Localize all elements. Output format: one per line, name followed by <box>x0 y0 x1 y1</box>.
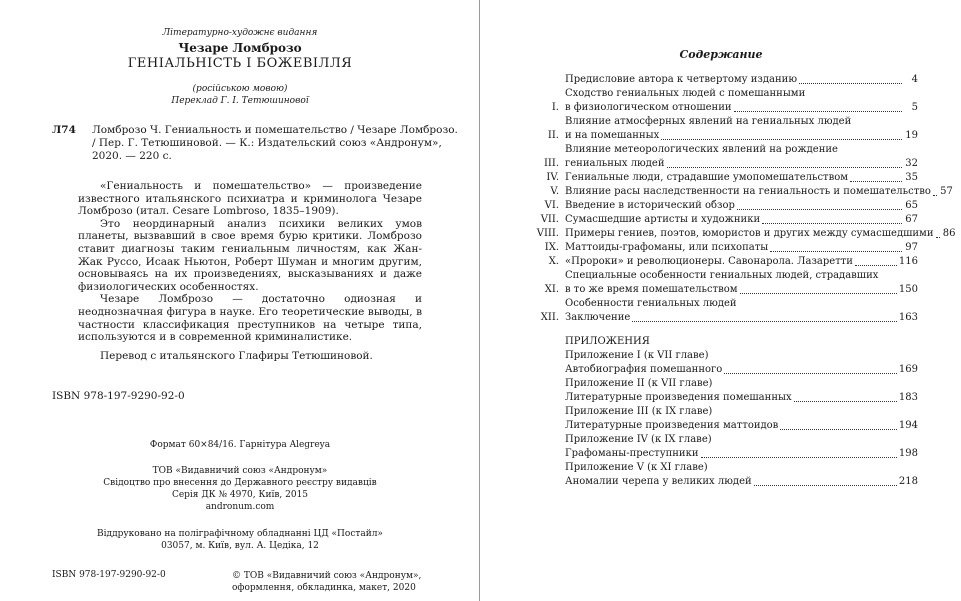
toc-entry[interactable] <box>533 227 956 241</box>
toc-entry[interactable] <box>533 213 918 227</box>
toc-appendix-list <box>533 349 918 489</box>
appendix-heading-line <box>565 461 918 475</box>
toc-entry-text <box>565 73 918 87</box>
toc-entry-line <box>565 87 918 101</box>
appendix-heading: Приложение IV (к IX главе) <box>565 434 712 445</box>
toc-entry-number: VI. <box>544 200 559 211</box>
appendix-item-title: Аномалии черепа у великих людей <box>565 476 752 487</box>
toc-entry-title: гениальных людей <box>565 158 665 169</box>
toc-entry-text <box>565 143 918 171</box>
appendix-heading: Приложение II (к VII главе) <box>565 378 713 389</box>
catalog-line: Ломброзо Ч. Гениальность и помешательство / Чезаре Ломброзо. <box>92 124 458 136</box>
toc-entry-line <box>565 269 918 283</box>
toc-entry[interactable] <box>533 241 918 255</box>
toc-entry-title: в то же время помешательством <box>565 284 738 295</box>
book-title: ГЕНІАЛЬНІСТЬ І БОЖЕВІЛЛЯ <box>127 56 353 71</box>
toc-entry-page: 116 <box>898 256 918 267</box>
isbn: ISBN 978-197-9290-92-0 <box>52 390 185 402</box>
toc-entry-number: VIII. <box>536 228 559 239</box>
toc-entry-title: Гениальные люди, страдавшие умопомешательством <box>565 172 849 183</box>
toc-entry-title: Примеры гениев, поэтов, юмористов и других между сумасшедшими <box>565 228 934 239</box>
publisher-line: Серія ДК № 4970, Київ, 2015 <box>171 490 309 500</box>
publisher-line: ТОВ «Видавничий союз «Андронум» <box>152 466 328 476</box>
appendix-entry-text <box>565 377 918 405</box>
toc-entry-text <box>565 227 956 241</box>
publisher-line: Свідоцтво про внесення до Державного реєстру видавців <box>103 478 377 488</box>
toc-leader-dots <box>740 293 897 294</box>
toc-entry-line <box>565 283 918 297</box>
toc-entry-number: III. <box>543 158 559 169</box>
toc-entry-title: Влияние расы наследственности на гениальность и помешательство <box>565 186 931 197</box>
annotation-paragraph: Чезаре Ломброзо — достаточно одиозная и неоднозначная фигура в науке. Его теоретические выводы, в частности классификация преступников на четыре типа, используются и в современной криминалистике. <box>78 293 422 344</box>
appendix-heading-line <box>565 433 918 447</box>
appendix-item-line <box>565 363 918 377</box>
catalog-entry <box>92 124 458 163</box>
toc-entry-line <box>565 157 918 171</box>
appendix-item-line <box>565 475 918 489</box>
toc-entry-text <box>565 255 918 269</box>
format-line: Формат 60×84/16. Гарнітура Alegreya <box>149 440 331 450</box>
catalog-code: Л74 <box>52 124 76 136</box>
appendix-entry-text <box>565 461 918 489</box>
translator-note: Переклад Г. І. Тетюшинової <box>171 96 309 106</box>
toc-leader-dots <box>632 321 897 322</box>
annotation-paragraph: Это неординарный анализ психики великих умов планеты, вызвавший в свое время бурю критики. Ломброзо ставит диагнозы таким гениальным личностям, как Жан-Жак Руссо, Исаак Ньютон, Роберт Шуман и многим другим, основываясь на их произведениях, высказываниях и даже физиологических особенностях. <box>78 217 422 293</box>
toc-entry-number: VII. <box>540 214 559 225</box>
appendix-entry[interactable] <box>533 405 918 433</box>
appendix-heading-line <box>565 349 918 363</box>
toc-entry-line <box>565 73 918 87</box>
appendix-entry[interactable] <box>533 349 918 377</box>
toc-leader-dots <box>799 83 902 84</box>
toc-entry-page: 4 <box>911 74 918 85</box>
toc-leader-dots <box>762 223 902 224</box>
toc-entry-line <box>565 241 918 255</box>
appendix-heading: Приложение III (к IX главе) <box>565 406 713 417</box>
appendix-item-title: Автобиография помешанного <box>565 364 723 375</box>
print-block <box>0 528 480 552</box>
toc-entry-number: XI. <box>544 284 559 295</box>
toc-entry[interactable] <box>533 269 918 297</box>
publisher-line: andronum.com <box>205 502 275 512</box>
toc-entry-page: 163 <box>898 312 918 323</box>
toc-leader-dots <box>770 251 902 252</box>
table-of-contents <box>533 73 956 489</box>
toc-entry-line <box>565 129 918 143</box>
toc-title: Содержание <box>679 48 763 61</box>
appendix-entry-text <box>565 349 918 377</box>
toc-entry-title: Особенности гениальных людей <box>565 298 737 309</box>
appendix-item-page: 169 <box>898 364 918 375</box>
copyright-line: оформлення, обкладинка, макет, 2020 <box>232 583 416 593</box>
toc-entry-line <box>565 115 918 129</box>
toc-entry-page: 19 <box>905 130 918 141</box>
toc-entry-line <box>565 101 918 115</box>
toc-entry-page: 67 <box>905 214 918 225</box>
series-label: Літературно-художнє видання <box>162 28 318 38</box>
appendix-entry[interactable] <box>533 433 918 461</box>
toc-entry-title: Заключение <box>565 312 631 323</box>
toc-entry-page: 97 <box>905 242 918 253</box>
toc-entry-line <box>565 213 918 227</box>
toc-entry-title: Специальные особенности гениальных людей, страдавших <box>565 270 879 281</box>
toc-leader-dots <box>794 401 897 402</box>
appendix-item-line <box>565 447 918 461</box>
toc-entry-title: Введение в исторический обзор <box>565 200 735 211</box>
print-line: Віддруковано на поліграфічному обладнанні ЦД «Постайл» <box>97 529 383 539</box>
appendix-entry-text <box>565 433 918 461</box>
toc-entry-title: Маттоиды-графоманы, или психопаты <box>565 242 769 253</box>
toc-entry-line <box>565 143 918 157</box>
toc-entry-title: Сходство гениальных людей с помешанными <box>565 88 806 99</box>
appendix-item-title: Графоманы-преступники <box>565 448 699 459</box>
annotation-paragraph: Перевод с итальянского Глафиры Тетюшиновой. <box>100 349 373 362</box>
toc-main-list <box>533 73 956 325</box>
appendix-entry[interactable] <box>533 377 918 405</box>
toc-leader-dots <box>780 429 897 430</box>
toc-entry-page: 35 <box>905 172 918 183</box>
bottom-isbn: ISBN 978-197-9290-92-0 <box>52 570 166 580</box>
toc-entry-page: 32 <box>905 158 918 169</box>
toc-entry-page: 5 <box>911 102 918 113</box>
catalog-line: 2020. — 220 с. <box>92 150 172 162</box>
toc-leader-dots <box>936 237 940 238</box>
annotation <box>78 180 422 362</box>
copyright-block <box>232 570 421 594</box>
toc-entry-text <box>565 213 918 227</box>
language-note: (російською мовою) <box>192 84 288 94</box>
catalog-line: / Пер. Г. Тетюшиновой. — К.: Издательский союз «Андронум», <box>92 137 442 149</box>
toc-entry-title: и на помешанных <box>565 130 660 141</box>
toc-entry-text <box>565 115 918 143</box>
toc-entry-number: X. <box>548 256 559 267</box>
toc-entry-text <box>565 199 918 213</box>
toc-entry-text <box>565 87 918 115</box>
author-name: Чезаре Ломброзо <box>178 41 302 55</box>
toc-entry-number: IX. <box>544 242 559 253</box>
toc-entry[interactable] <box>533 171 918 185</box>
appendix-entry-text <box>565 405 918 433</box>
toc-leader-dots <box>933 195 937 196</box>
toc-entry[interactable] <box>533 115 918 143</box>
publisher-block <box>0 465 480 513</box>
appendix-item-line <box>565 419 918 433</box>
appendix-heading: Приложение V (к XI главе) <box>565 462 708 473</box>
toc-leader-dots <box>754 485 897 486</box>
toc-entry[interactable] <box>533 255 918 269</box>
toc-entry[interactable] <box>533 73 918 87</box>
toc-entry[interactable] <box>533 297 918 325</box>
appendix-heading: Приложение I (к VII главе) <box>565 350 709 361</box>
toc-entry[interactable] <box>533 87 918 115</box>
toc-entry-number: II. <box>547 130 559 141</box>
left-page <box>0 0 480 601</box>
toc-leader-dots <box>724 373 897 374</box>
appendix-heading-line <box>565 405 918 419</box>
appendix-item-page: 183 <box>898 392 918 403</box>
toc-entry-page: 57 <box>940 186 953 197</box>
toc-leader-dots <box>850 181 902 182</box>
right-page <box>481 0 961 601</box>
toc-entry-page: 86 <box>942 228 956 239</box>
appendix-title: ПРИЛОЖЕНИЯ <box>565 336 650 347</box>
toc-entry-number: I. <box>551 102 559 113</box>
toc-entry-title: в физиологическом отношении <box>565 102 732 113</box>
appendix-entry[interactable] <box>533 461 918 489</box>
toc-entry-text <box>565 241 918 255</box>
toc-entry-number: IV. <box>546 172 559 183</box>
toc-entry[interactable] <box>533 143 918 171</box>
toc-entry[interactable] <box>533 199 918 213</box>
toc-entry-title: Влияние метеорологических явлений на рождение <box>565 144 838 155</box>
toc-entry-text <box>565 171 918 185</box>
toc-entry-line <box>565 171 918 185</box>
copyright-line: © ТОВ «Видавничий союз «Андронум», <box>232 571 422 581</box>
toc-entry-title: Влияние атмосферных явлений на гениальных людей <box>565 116 852 127</box>
toc-entry-title: «Пророки» и революционеры. Савонарола. Лазаретти <box>565 256 853 267</box>
toc-leader-dots <box>667 167 903 168</box>
toc-entry-page: 65 <box>905 200 918 211</box>
appendix-item-page: 198 <box>898 448 918 459</box>
toc-entry-text <box>565 185 953 199</box>
toc-entry-line <box>565 185 953 199</box>
toc-entry-number: V. <box>550 186 559 197</box>
toc-entry-line <box>565 227 956 241</box>
toc-leader-dots <box>855 265 897 266</box>
toc-entry-page: 150 <box>898 284 918 295</box>
toc-entry-title: Предисловие автора к четвертому изданию <box>565 74 798 85</box>
appendix-item-title: Литературные произведения маттоидов <box>565 420 779 431</box>
toc-leader-dots <box>737 209 902 210</box>
toc-entry-title: Сумасшедшие артисты и художники <box>565 214 761 225</box>
appendix-item-title: Литературные произведения помешанных <box>565 392 792 403</box>
print-line: 03057, м. Київ, вул. А. Цедіка, 12 <box>161 541 319 551</box>
toc-entry-line <box>565 199 918 213</box>
toc-entry-line <box>565 255 918 269</box>
toc-leader-dots <box>701 457 897 458</box>
toc-entry-line <box>565 297 918 311</box>
appendix-item-line <box>565 391 918 405</box>
appendix-item-page: 218 <box>898 476 918 487</box>
toc-entry-text <box>565 297 918 325</box>
toc-leader-dots <box>661 139 902 140</box>
appendix-item-page: 194 <box>898 420 918 431</box>
toc-entry[interactable] <box>533 185 953 199</box>
toc-entry-number: XII. <box>540 312 559 323</box>
appendix-heading-line <box>565 377 918 391</box>
toc-leader-dots <box>734 111 902 112</box>
toc-entry-text <box>565 269 918 297</box>
toc-entry-line <box>565 311 918 325</box>
annotation-paragraph: «Гениальность и помешательство» — произведение известного итальянского психиатра и криминолога Чезаре Ломброзо (итал. Cesare Lombroso, 1835–1909). <box>78 180 422 218</box>
